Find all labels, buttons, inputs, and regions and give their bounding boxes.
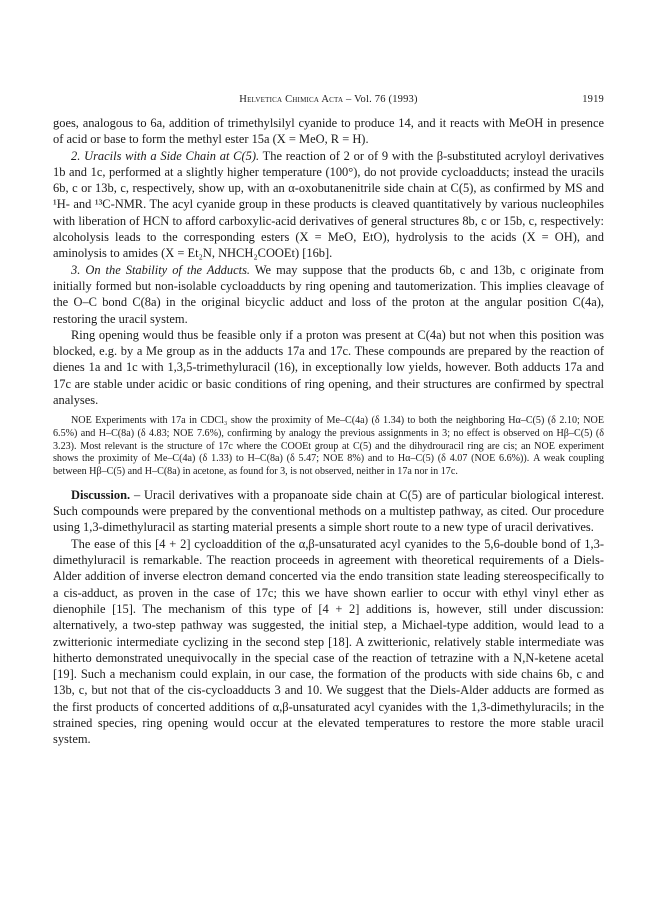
paragraph-3: 3. On the Stability of the Adducts. We may suppose that the products 6b, c and 13b, c originate from initially formed but non-isolable cycloadducts by ring opening and tautomerization. This implies cleavage of the O–C bond C(8a) in the original bicyclic adduct and loss of the proton at the angular position C(4a), restoring the uracil system. — [53, 262, 604, 326]
page-number: 1919 — [582, 94, 604, 105]
paragraph-6: The ease of this [4 + 2] cycloaddition of the α,β-unsaturated acyl cyanides to the 5,6-double bond of 1,3-dimethyluracil is remarkable. The reaction proceeds in agreement with theoretical requirements of a Diels-Alder addition of inverse electron demand concerted via the endo transition state leading stereospecifically to a cis-adduct, as proven in the case of 17c; this we have shown earlier to occur with ethyl vinyl ether as dienophile [15]. The mechanism of this type of [4 + 2] additions is, however, still under discussion: alternatively, a two-step pathway was suggested, the initial step, a Michael-type addition, would lead to a zwitterionic intermediate cyclizing in the second step [18]. A zwitterionic, relatively stable intermediate was hitherto demonstrated unequivocally in the special case of the reaction of tetrazine with a N,N-ketene acetal [19]. Such a mechanism could explain, in our case, the formation of the products with side chains 6b, c and 13b, c, but not that of the cis-cycloadducts 3 and 10. We suggest that the Diels-Alder adducts are formed as the first products of concerted additions of α,β-unsaturated acyl cyanides with the 1,3-dimethyluracils; in the strained species, ring opening would occur at the elevated temperatures to restore the more stable uracil system. — [53, 536, 604, 747]
paragraph-2: 2. Uracils with a Side Chain at C(5). The reaction of 2 or of 9 with the β-substituted acryloyl derivatives 1b and 1c, performed at a slightly higher temperature (100°), do not provide cycloadducts; instead the uracils 6b, c or 13b, c, respectively, show up, with an α-oxobutanenitrile side chain at C(5), as confirmed by MS and ¹H- and ¹³C-NMR. The acyl cyanide group in these products is cleaved quantitatively by various nucleophiles with liberation of HCN to afford carboxylic-acid derivatives of general structures 8b, c or 15b, c, respectively: alcoholysis leads to the corresponding esters (X = MeO, EtO), hydrolysis to the acids (X = OH), and aminolysis to amides (X = Et₂N, NHCH₂COOEt) [16b]. — [53, 148, 604, 261]
paragraph-1: goes, analogous to 6a, addition of trimethylsilyl cyanide to produce 14, and it reacts with MeOH in presence of acid or base to form the methyl ester 15a (X = MeO, R = H). — [53, 116, 604, 147]
journal-title: Helvetica Chimica Acta – Vol. 76 (1993) — [239, 94, 418, 105]
paragraph-4: Ring opening would thus be feasible only if a proton was present at C(4a) but not when this position was blocked, e.g. by a Me group as in the adducts 17a and 17c. These compounds are prepared by the reaction of dienes 1a and 1c with 1,3,5-trimethyluracil (16), in exceptionally low yields, however. Both adducts 17a and 17c are stable under acidic or basic conditions of ring opening, and their structures are confirmed by spectral analyses. — [53, 327, 604, 408]
section-heading-3: 3. On the Stability of the Adducts. — [71, 262, 251, 277]
document-page — [53, 94, 604, 748]
footnote-noe: NOE Experiments with 17a in CDCl₃ show the proximity of Me–C(4a) (δ 1.34) to both the neighboring Hα–C(5) (δ 2.10; NOE 6.5%) and H–C(8a) (δ 4.83; NOE 7.6%), confirming by analogy the previous assignments in 3; no effect is observed on Hβ–C(5) (δ 3.23). Most relevant is the structure of 17c where the COOEt group at C(5) and the dihydrouracil ring are cis; an NOE experiment shows the proximity of Me–C(4a) (δ 1.33) to H–C(8a) (δ 5.47; NOE 8%) and to Hα–C(5) (δ 4.07 (NOE 6.6%)). A weak coupling between Hβ–C(5) and H–C(8a) in acetone, as found for 3, is not observed, neither in 17a nor in 17c. — [53, 415, 604, 478]
paragraph-discussion: Discussion. – Uracil derivatives with a propanoate side chain at C(5) are of particular biological interest. Such compounds were prepared by the conventional methods on a multistep pathway, as cited. Our procedure using 1,3-dimethyluracil as starting material presents a simple short route to a new type of uracil derivatives. — [53, 487, 605, 535]
body-text-discussion — [53, 487, 604, 748]
body-text — [53, 115, 604, 408]
discussion-heading: Discussion. — [71, 487, 131, 502]
running-header — [53, 94, 604, 112]
section-heading-2: 2. Uracils with a Side Chain at C(5). — [71, 148, 260, 163]
